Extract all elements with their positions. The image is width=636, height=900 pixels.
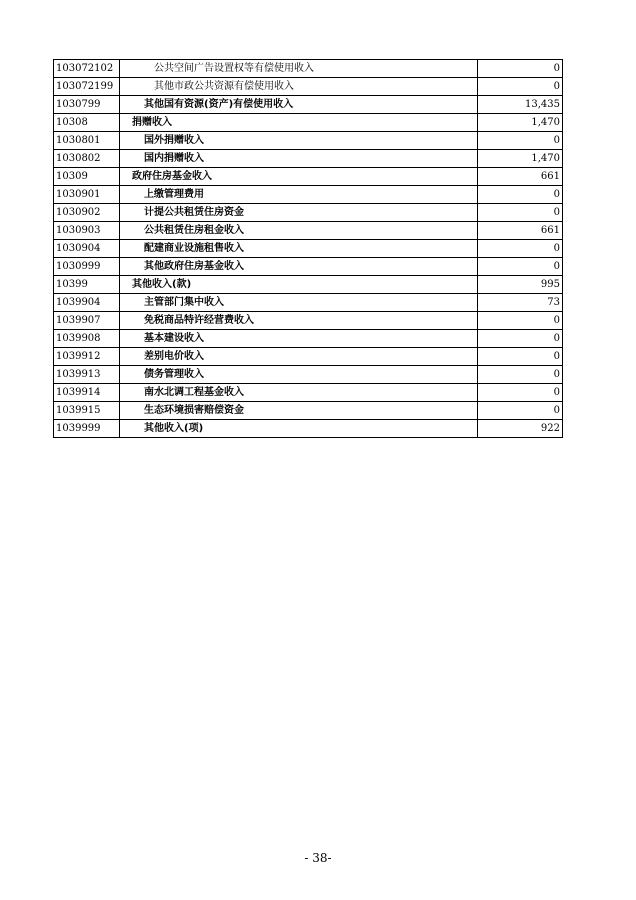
subject-code-cell: 1030802 xyxy=(54,150,120,168)
subject-code-cell: 1030901 xyxy=(54,186,120,204)
amount-cell: 0 xyxy=(478,366,563,384)
subject-name-cell: 其他国有资源(资产)有偿使用收入 xyxy=(120,96,478,114)
table-row xyxy=(54,150,563,168)
table-row xyxy=(54,312,563,330)
subject-code-cell: 103072102 xyxy=(54,60,120,78)
amount-cell: 13,435 xyxy=(478,96,563,114)
table-row xyxy=(54,258,563,276)
subject-code-cell: 1039908 xyxy=(54,330,120,348)
subject-code-cell: 10309 xyxy=(54,168,120,186)
table-row xyxy=(54,240,563,258)
table-row xyxy=(54,168,563,186)
subject-name-cell: 其他市政公共资源有偿使用收入 xyxy=(120,78,478,96)
budget-revenue-table xyxy=(53,59,563,438)
subject-code-cell: 1039912 xyxy=(54,348,120,366)
subject-code-cell: 1030903 xyxy=(54,222,120,240)
subject-code-cell: 1039904 xyxy=(54,294,120,312)
amount-cell: 995 xyxy=(478,276,563,294)
subject-name-cell: 其他收入(项) xyxy=(120,420,478,438)
subject-code-cell: 1030902 xyxy=(54,204,120,222)
subject-code-cell: 1030904 xyxy=(54,240,120,258)
subject-name-cell: 南水北调工程基金收入 xyxy=(120,384,478,402)
amount-cell: 922 xyxy=(478,420,563,438)
amount-cell: 0 xyxy=(478,240,563,258)
subject-name-cell: 差别电价收入 xyxy=(120,348,478,366)
subject-code-cell: 103072199 xyxy=(54,78,120,96)
table-row xyxy=(54,78,563,96)
table-row xyxy=(54,132,563,150)
subject-code-cell: 1039999 xyxy=(54,420,120,438)
page-number: - 38- xyxy=(304,851,332,865)
subject-name-cell: 国内捐赠收入 xyxy=(120,150,478,168)
amount-cell: 661 xyxy=(478,168,563,186)
table-row xyxy=(54,222,563,240)
table-row xyxy=(54,384,563,402)
amount-cell: 0 xyxy=(478,384,563,402)
subject-name-cell: 捐赠收入 xyxy=(120,114,478,132)
table-body xyxy=(54,60,563,438)
subject-name-cell: 其他收入(款) xyxy=(120,276,478,294)
subject-code-cell: 10399 xyxy=(54,276,120,294)
amount-cell: 1,470 xyxy=(478,150,563,168)
subject-code-cell: 1030801 xyxy=(54,132,120,150)
subject-code-cell: 1030799 xyxy=(54,96,120,114)
amount-cell: 661 xyxy=(478,222,563,240)
subject-code-cell: 10308 xyxy=(54,114,120,132)
amount-cell: 0 xyxy=(478,186,563,204)
table-row xyxy=(54,204,563,222)
table-row xyxy=(54,348,563,366)
subject-name-cell: 公共租赁住房租金收入 xyxy=(120,222,478,240)
subject-name-cell: 主管部门集中收入 xyxy=(120,294,478,312)
amount-cell: 0 xyxy=(478,258,563,276)
table-row xyxy=(54,402,563,420)
table-row xyxy=(54,114,563,132)
subject-name-cell: 上缴管理费用 xyxy=(120,186,478,204)
table-row xyxy=(54,276,563,294)
table-row xyxy=(54,60,563,78)
subject-name-cell: 基本建设收入 xyxy=(120,330,478,348)
amount-cell: 0 xyxy=(478,78,563,96)
table-row xyxy=(54,186,563,204)
subject-name-cell: 国外捐赠收入 xyxy=(120,132,478,150)
subject-name-cell: 计提公共租赁住房资金 xyxy=(120,204,478,222)
subject-name-cell: 免税商品特许经营费收入 xyxy=(120,312,478,330)
amount-cell: 0 xyxy=(478,312,563,330)
amount-cell: 0 xyxy=(478,348,563,366)
amount-cell: 73 xyxy=(478,294,563,312)
subject-code-cell: 1030999 xyxy=(54,258,120,276)
subject-name-cell: 债务管理收入 xyxy=(120,366,478,384)
amount-cell: 0 xyxy=(478,204,563,222)
subject-name-cell: 其他政府住房基金收入 xyxy=(120,258,478,276)
amount-cell: 0 xyxy=(478,60,563,78)
subject-code-cell: 1039915 xyxy=(54,402,120,420)
table-row xyxy=(54,366,563,384)
subject-name-cell: 政府住房基金收入 xyxy=(120,168,478,186)
subject-name-cell: 配建商业设施租售收入 xyxy=(120,240,478,258)
subject-code-cell: 1039907 xyxy=(54,312,120,330)
amount-cell: 0 xyxy=(478,132,563,150)
amount-cell: 0 xyxy=(478,402,563,420)
subject-code-cell: 1039913 xyxy=(54,366,120,384)
subject-name-cell: 公共空间广告设置权等有偿使用收入 xyxy=(120,60,478,78)
amount-cell: 0 xyxy=(478,330,563,348)
table-row xyxy=(54,96,563,114)
table-row xyxy=(54,330,563,348)
amount-cell: 1,470 xyxy=(478,114,563,132)
subject-code-cell: 1039914 xyxy=(54,384,120,402)
subject-name-cell: 生态环境损害赔偿资金 xyxy=(120,402,478,420)
table-row xyxy=(54,294,563,312)
table-row xyxy=(54,420,563,438)
